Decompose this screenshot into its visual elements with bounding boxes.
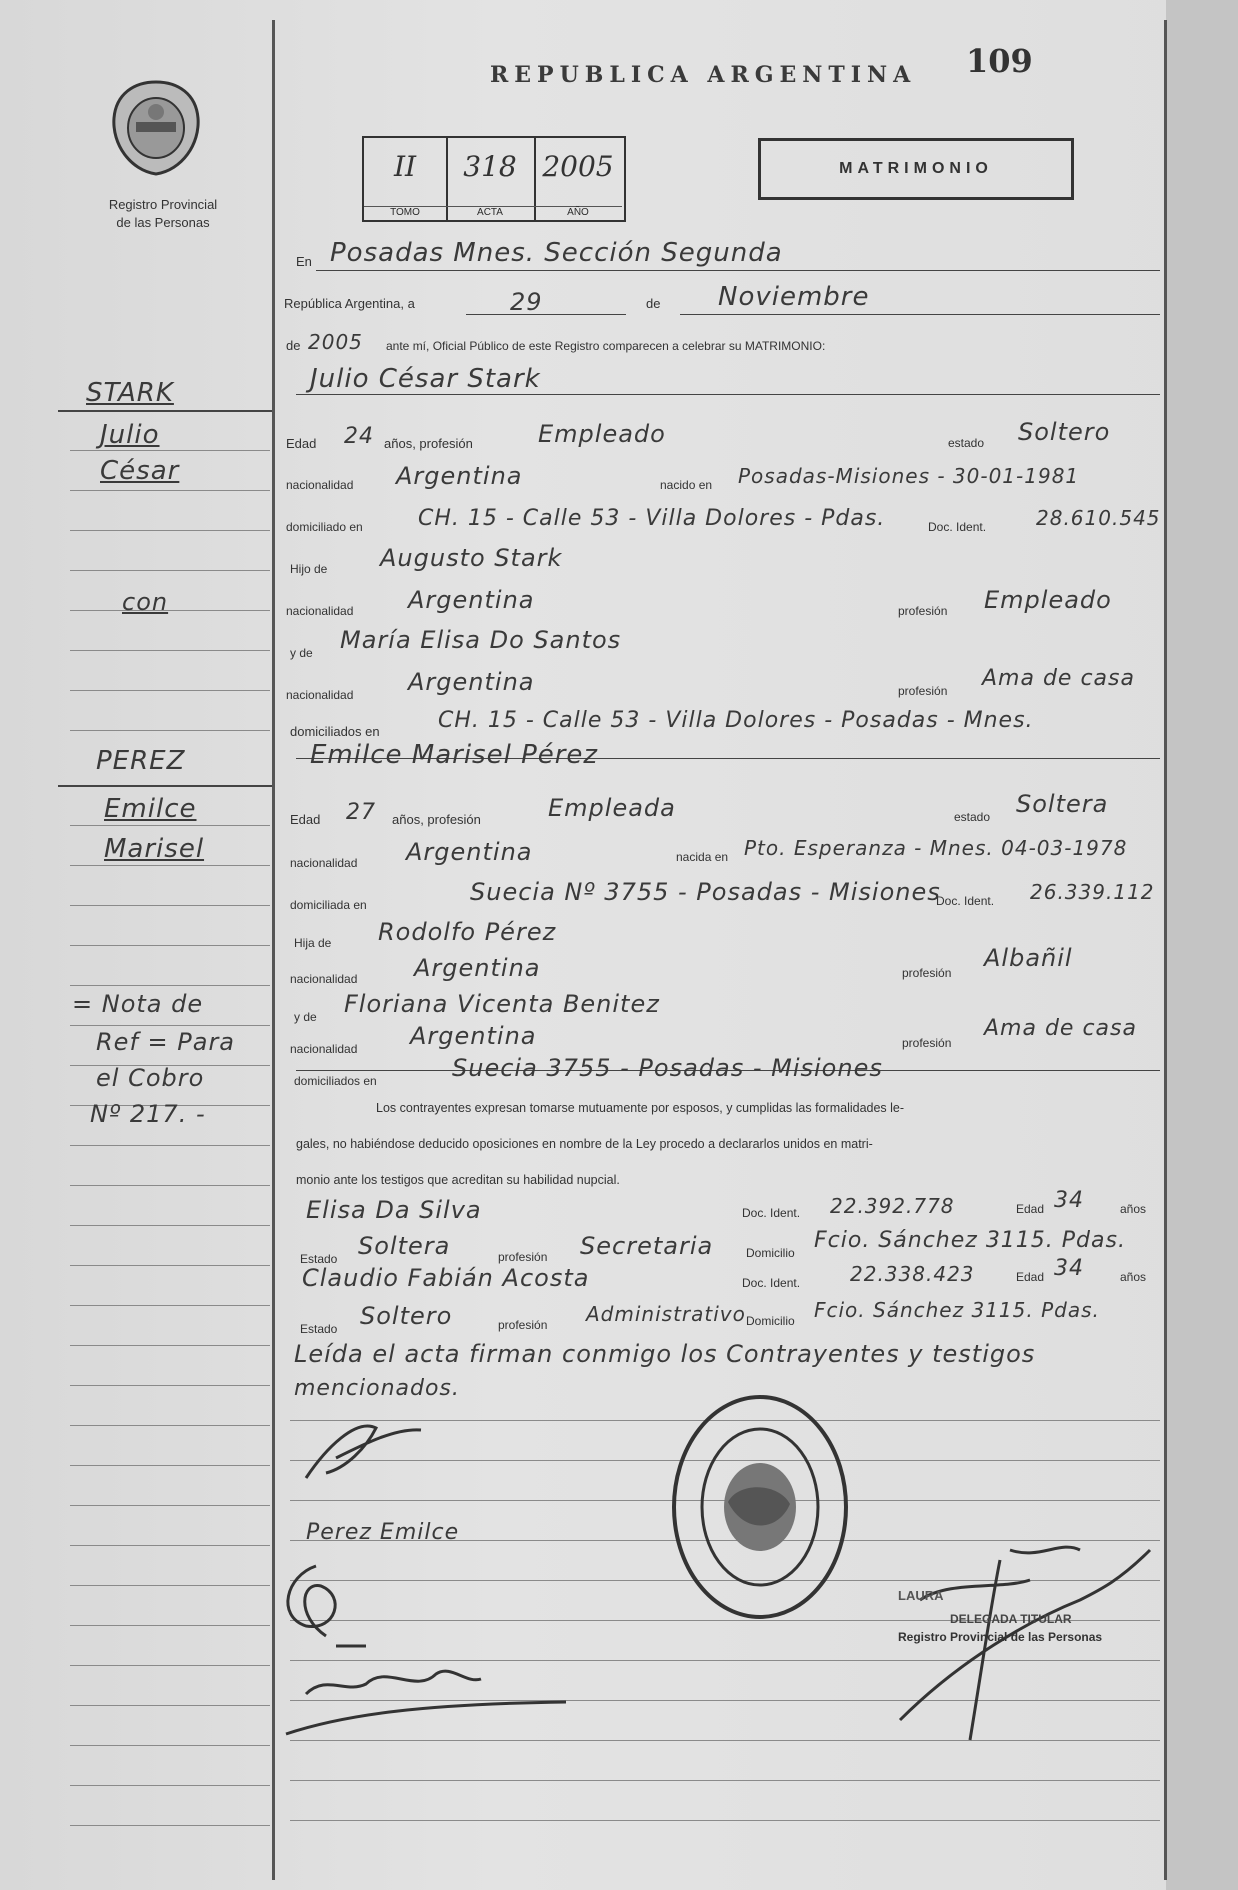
- bride-signature: Perez Emilce: [306, 1520, 460, 1545]
- bride-edad-label: Edad: [290, 812, 321, 827]
- bride-doc-label: Doc. Ident.: [936, 894, 995, 908]
- right-border: [1164, 20, 1167, 1880]
- anio-cell: [534, 138, 622, 220]
- margin-rule: [58, 410, 272, 412]
- act-type-box: MATRIMONIO: [758, 138, 1074, 200]
- witness1-address: Fcio. Sánchez 3115. Pdas.: [814, 1228, 1126, 1253]
- day-value: 29: [510, 288, 543, 316]
- margin-note-line1: = Nota de: [72, 990, 204, 1018]
- margin-rule: [70, 865, 270, 866]
- groom-nacido-label: nacido en: [660, 478, 713, 492]
- margin-groom-surname: STARK: [86, 378, 174, 408]
- margin-note-line2: Ref = Para: [96, 1028, 236, 1056]
- registry-seal-icon: [108, 78, 204, 178]
- margin-rule: [70, 1585, 270, 1586]
- groom-mother: María Elisa Do Santos: [340, 626, 622, 654]
- groom-hijo-label: Hijo de: [290, 562, 328, 576]
- margin-rule: [70, 1545, 270, 1546]
- fill-line: [316, 270, 1160, 271]
- margin-note-line3: el Cobro: [96, 1064, 205, 1092]
- groom-father-prof: Empleado: [984, 586, 1112, 614]
- witness2-prof-label: profesión: [498, 1318, 548, 1332]
- groom-estado-label: estado: [948, 436, 985, 450]
- margin-rule: [70, 650, 270, 651]
- declaration-line1: Los contrayentes expresan tomarse mutuamente por esposos, y cumplidas las formalidades le-: [376, 1101, 905, 1115]
- margin-rule: [70, 1745, 270, 1746]
- bride-father-prof: Albañil: [984, 944, 1073, 972]
- groom-address: CH. 15 - Calle 53 - Villa Dolores - Pdas.: [418, 506, 886, 531]
- groom-father-nat: Argentina: [408, 586, 535, 614]
- margin-rule: [70, 1145, 270, 1146]
- tomo-cell: [364, 138, 448, 220]
- official-stamp-icon: [668, 1392, 852, 1622]
- tomo-value: II: [393, 150, 417, 183]
- witness1-anios-label: años: [1120, 1202, 1147, 1216]
- bride-estado-label: estado: [954, 810, 991, 824]
- republic-label: República Argentina, a: [284, 296, 415, 311]
- registry-name: [78, 196, 248, 232]
- witness2-status: Soltero: [360, 1302, 453, 1330]
- margin-rule: [70, 730, 270, 731]
- acta-cell: [446, 138, 536, 220]
- witness2-name: Claudio Fabián Acosta: [302, 1264, 590, 1292]
- witness1-doc-label: Doc. Ident.: [742, 1206, 801, 1220]
- groom-parents-dom-label: domiciliados en: [290, 724, 380, 739]
- groom-parents-address: CH. 15 - Calle 53 - Villa Dolores - Posadas - Mnes.: [438, 708, 1034, 733]
- body-rule: [290, 1780, 1160, 1781]
- groom-mother-prof-label: profesión: [898, 684, 948, 698]
- bride-parents-address: Suecia 3755 - Posadas - Misiones: [452, 1054, 883, 1082]
- margin-rule: [70, 490, 270, 491]
- margin-groom-given1: Julio: [100, 420, 160, 450]
- margin-groom-given2: César: [100, 456, 180, 486]
- margin-rule: [70, 1265, 270, 1266]
- bride-father: Rodolfo Pérez: [378, 918, 557, 946]
- page-number: 109: [966, 42, 1033, 80]
- bride-hija-label: Hija de: [294, 936, 332, 950]
- groom-mother-nat: Argentina: [408, 668, 535, 696]
- margin-rule: [70, 690, 270, 691]
- margin-rule: [70, 1665, 270, 1666]
- margin-rule: [70, 905, 270, 906]
- witness1-dom-label: Domicilio: [746, 1246, 795, 1260]
- bride-address: Suecia Nº 3755 - Posadas - Misiones: [470, 878, 941, 906]
- groom-edad-label: Edad: [286, 436, 317, 451]
- margin-rule: [70, 1025, 270, 1026]
- margin-bride-surname: PEREZ: [96, 746, 186, 776]
- declaration-paragraph: [296, 1090, 1156, 1198]
- declaration-line3: monio ante los testigos que acreditan su habilidad nupcial.: [296, 1173, 620, 1187]
- groom-profession: Empleado: [538, 420, 666, 448]
- bride-mother-prof-label: profesión: [902, 1036, 952, 1050]
- groom-father-prof-label: profesión: [898, 604, 948, 618]
- de-label: de: [646, 296, 661, 311]
- acta-value: 318: [463, 150, 517, 183]
- bride-nationality: Argentina: [406, 838, 533, 866]
- groom-nationality: Argentina: [396, 462, 523, 490]
- closing-line2: mencionados.: [294, 1376, 460, 1401]
- fill-line: [296, 394, 1160, 395]
- bride-nacida-label: nacida en: [676, 850, 729, 864]
- witness2-estado-label: Estado: [300, 1322, 338, 1336]
- official-title: DELEGADA TITULAR: [950, 1612, 1072, 1626]
- bride-mother-nat-label: nacionalidad: [290, 1042, 358, 1056]
- bride-yde-label: y de: [294, 1010, 317, 1024]
- witness2-doc-label: Doc. Ident.: [742, 1276, 801, 1290]
- groom-mother-prof: Ama de casa: [982, 666, 1135, 691]
- margin-rule: [70, 530, 270, 531]
- witness1-name: Elisa Da Silva: [306, 1196, 482, 1224]
- margin-rule: [70, 610, 270, 611]
- bride-doc: 26.339.112: [1030, 880, 1155, 904]
- official-name: LAURA: [898, 1588, 944, 1603]
- witness1-status: Soltera: [358, 1232, 451, 1260]
- margin-note-line4: Nº 217. -: [90, 1100, 206, 1128]
- registry-name-line1: Registro Provincial: [108, 197, 218, 212]
- margin-rule: [70, 1425, 270, 1426]
- groom-doc-label: Doc. Ident.: [928, 520, 987, 534]
- witness2-address: Fcio. Sánchez 3115. Pdas.: [814, 1298, 1100, 1322]
- margin-rule: [70, 825, 270, 826]
- tomo-label: TOMO: [364, 206, 446, 218]
- registry-name-line2: de las Personas: [116, 215, 210, 230]
- margin-bride-given1: Emilce: [104, 794, 197, 824]
- bride-prof-label: años, profesión: [392, 812, 481, 827]
- margin-rule: [70, 985, 270, 986]
- groom-doc: 28.610.545: [1036, 506, 1161, 530]
- margin-rule: [58, 785, 272, 787]
- witness1-estado-label: Estado: [300, 1252, 338, 1266]
- witness1-prof-label: profesión: [498, 1250, 548, 1264]
- margin-rule: [70, 1625, 270, 1626]
- groom-prof-label: años, profesión: [384, 436, 473, 451]
- groom-father-nat-label: nacionalidad: [286, 604, 354, 618]
- bride-status: Soltera: [1016, 790, 1109, 818]
- margin-rule: [70, 1185, 270, 1186]
- signature-mark-3: [266, 1634, 586, 1744]
- margin-rule: [70, 1785, 270, 1786]
- margin-rule: [70, 1465, 270, 1466]
- margin-rule: [70, 1505, 270, 1506]
- witness1-edad-label: Edad: [1016, 1202, 1045, 1216]
- bride-father-nat: Argentina: [414, 954, 541, 982]
- fill-line: [466, 314, 626, 315]
- margin-rule: [70, 570, 270, 571]
- margin-rule: [70, 1225, 270, 1226]
- bride-mother: Floriana Vicenta Benitez: [344, 990, 660, 1018]
- bride-dom-label: domiciliada en: [290, 898, 367, 912]
- witness2-age: 34: [1054, 1256, 1084, 1281]
- place-value: Posadas Mnes. Sección Segunda: [330, 238, 783, 268]
- witness2-anios-label: años: [1120, 1270, 1147, 1284]
- bride-mother-nat: Argentina: [410, 1022, 537, 1050]
- margin-rule: [70, 450, 270, 451]
- bride-father-prof-label: profesión: [902, 966, 952, 980]
- body-rule: [290, 1820, 1160, 1821]
- groom-yde-label: y de: [290, 646, 313, 660]
- groom-birth: Posadas-Misiones - 30-01-1981: [738, 464, 1080, 488]
- act-number-box: [362, 136, 626, 222]
- signature-mark-1: [296, 1408, 426, 1488]
- bride-father-nat-label: nacionalidad: [290, 972, 358, 986]
- groom-age: 24: [344, 424, 374, 449]
- anio-label: AÑO: [534, 206, 622, 218]
- margin-bride-given2: Marisel: [104, 834, 205, 864]
- witness1-age: 34: [1054, 1188, 1084, 1213]
- de-year-label: de: [286, 338, 301, 353]
- year-value: 2005: [308, 330, 363, 354]
- witness1-profession: Secretaria: [580, 1232, 714, 1260]
- margin-con: con: [122, 588, 169, 616]
- bride-mother-prof: Ama de casa: [984, 1016, 1137, 1041]
- en-label: En: [296, 254, 312, 269]
- witness1-doc: 22.392.778: [830, 1194, 955, 1218]
- groom-dom-label: domiciliado en: [286, 520, 363, 534]
- margin-rule: [70, 1705, 270, 1706]
- witness2-dom-label: Domicilio: [746, 1314, 795, 1328]
- acta-label: ACTA: [446, 206, 534, 218]
- margin-rule: [70, 1345, 270, 1346]
- fill-line: [680, 314, 1160, 315]
- groom-father: Augusto Stark: [380, 544, 563, 572]
- groom-status: Soltero: [1018, 418, 1111, 446]
- witness2-doc: 22.338.423: [850, 1262, 975, 1286]
- groom-full-name: Julio César Stark: [310, 364, 541, 394]
- bride-birth: Pto. Esperanza - Mnes. 04-03-1978: [744, 836, 1128, 860]
- month-value: Noviembre: [718, 282, 870, 312]
- page-edge: [1166, 0, 1238, 1890]
- witness2-edad-label: Edad: [1016, 1270, 1045, 1284]
- groom-nac-label: nacionalidad: [286, 478, 354, 492]
- groom-mother-nat-label: nacionalidad: [286, 688, 354, 702]
- country-title: REPUBLICA ARGENTINA: [490, 62, 917, 88]
- anio-value: 2005: [542, 150, 614, 183]
- bride-full-name: Emilce Marisel Pérez: [310, 740, 599, 770]
- margin-rule: [70, 1385, 270, 1386]
- margin-rule: [70, 1305, 270, 1306]
- witness2-profession: Administrativo: [586, 1302, 746, 1326]
- bride-age: 27: [346, 800, 376, 825]
- bride-profession: Empleada: [548, 794, 676, 822]
- intro-statement: ante mí, Oficial Público de este Registro comparecen a celebrar su MATRIMONIO:: [386, 339, 826, 353]
- bride-nac-label: nacionalidad: [290, 856, 358, 870]
- closing-line1: Leída el acta firman conmigo los Contrayentes y testigos: [294, 1340, 1036, 1368]
- bride-parents-dom-label: domiciliados en: [294, 1074, 377, 1088]
- declaration-line2: gales, no habiéndose deducido oposiciones en nombre de la Ley procedo a declararlos unidos en matri-: [296, 1137, 873, 1151]
- margin-rule: [70, 945, 270, 946]
- margin-rule: [70, 1825, 270, 1826]
- official-registry: Registro Provincial de las Personas: [898, 1630, 1103, 1644]
